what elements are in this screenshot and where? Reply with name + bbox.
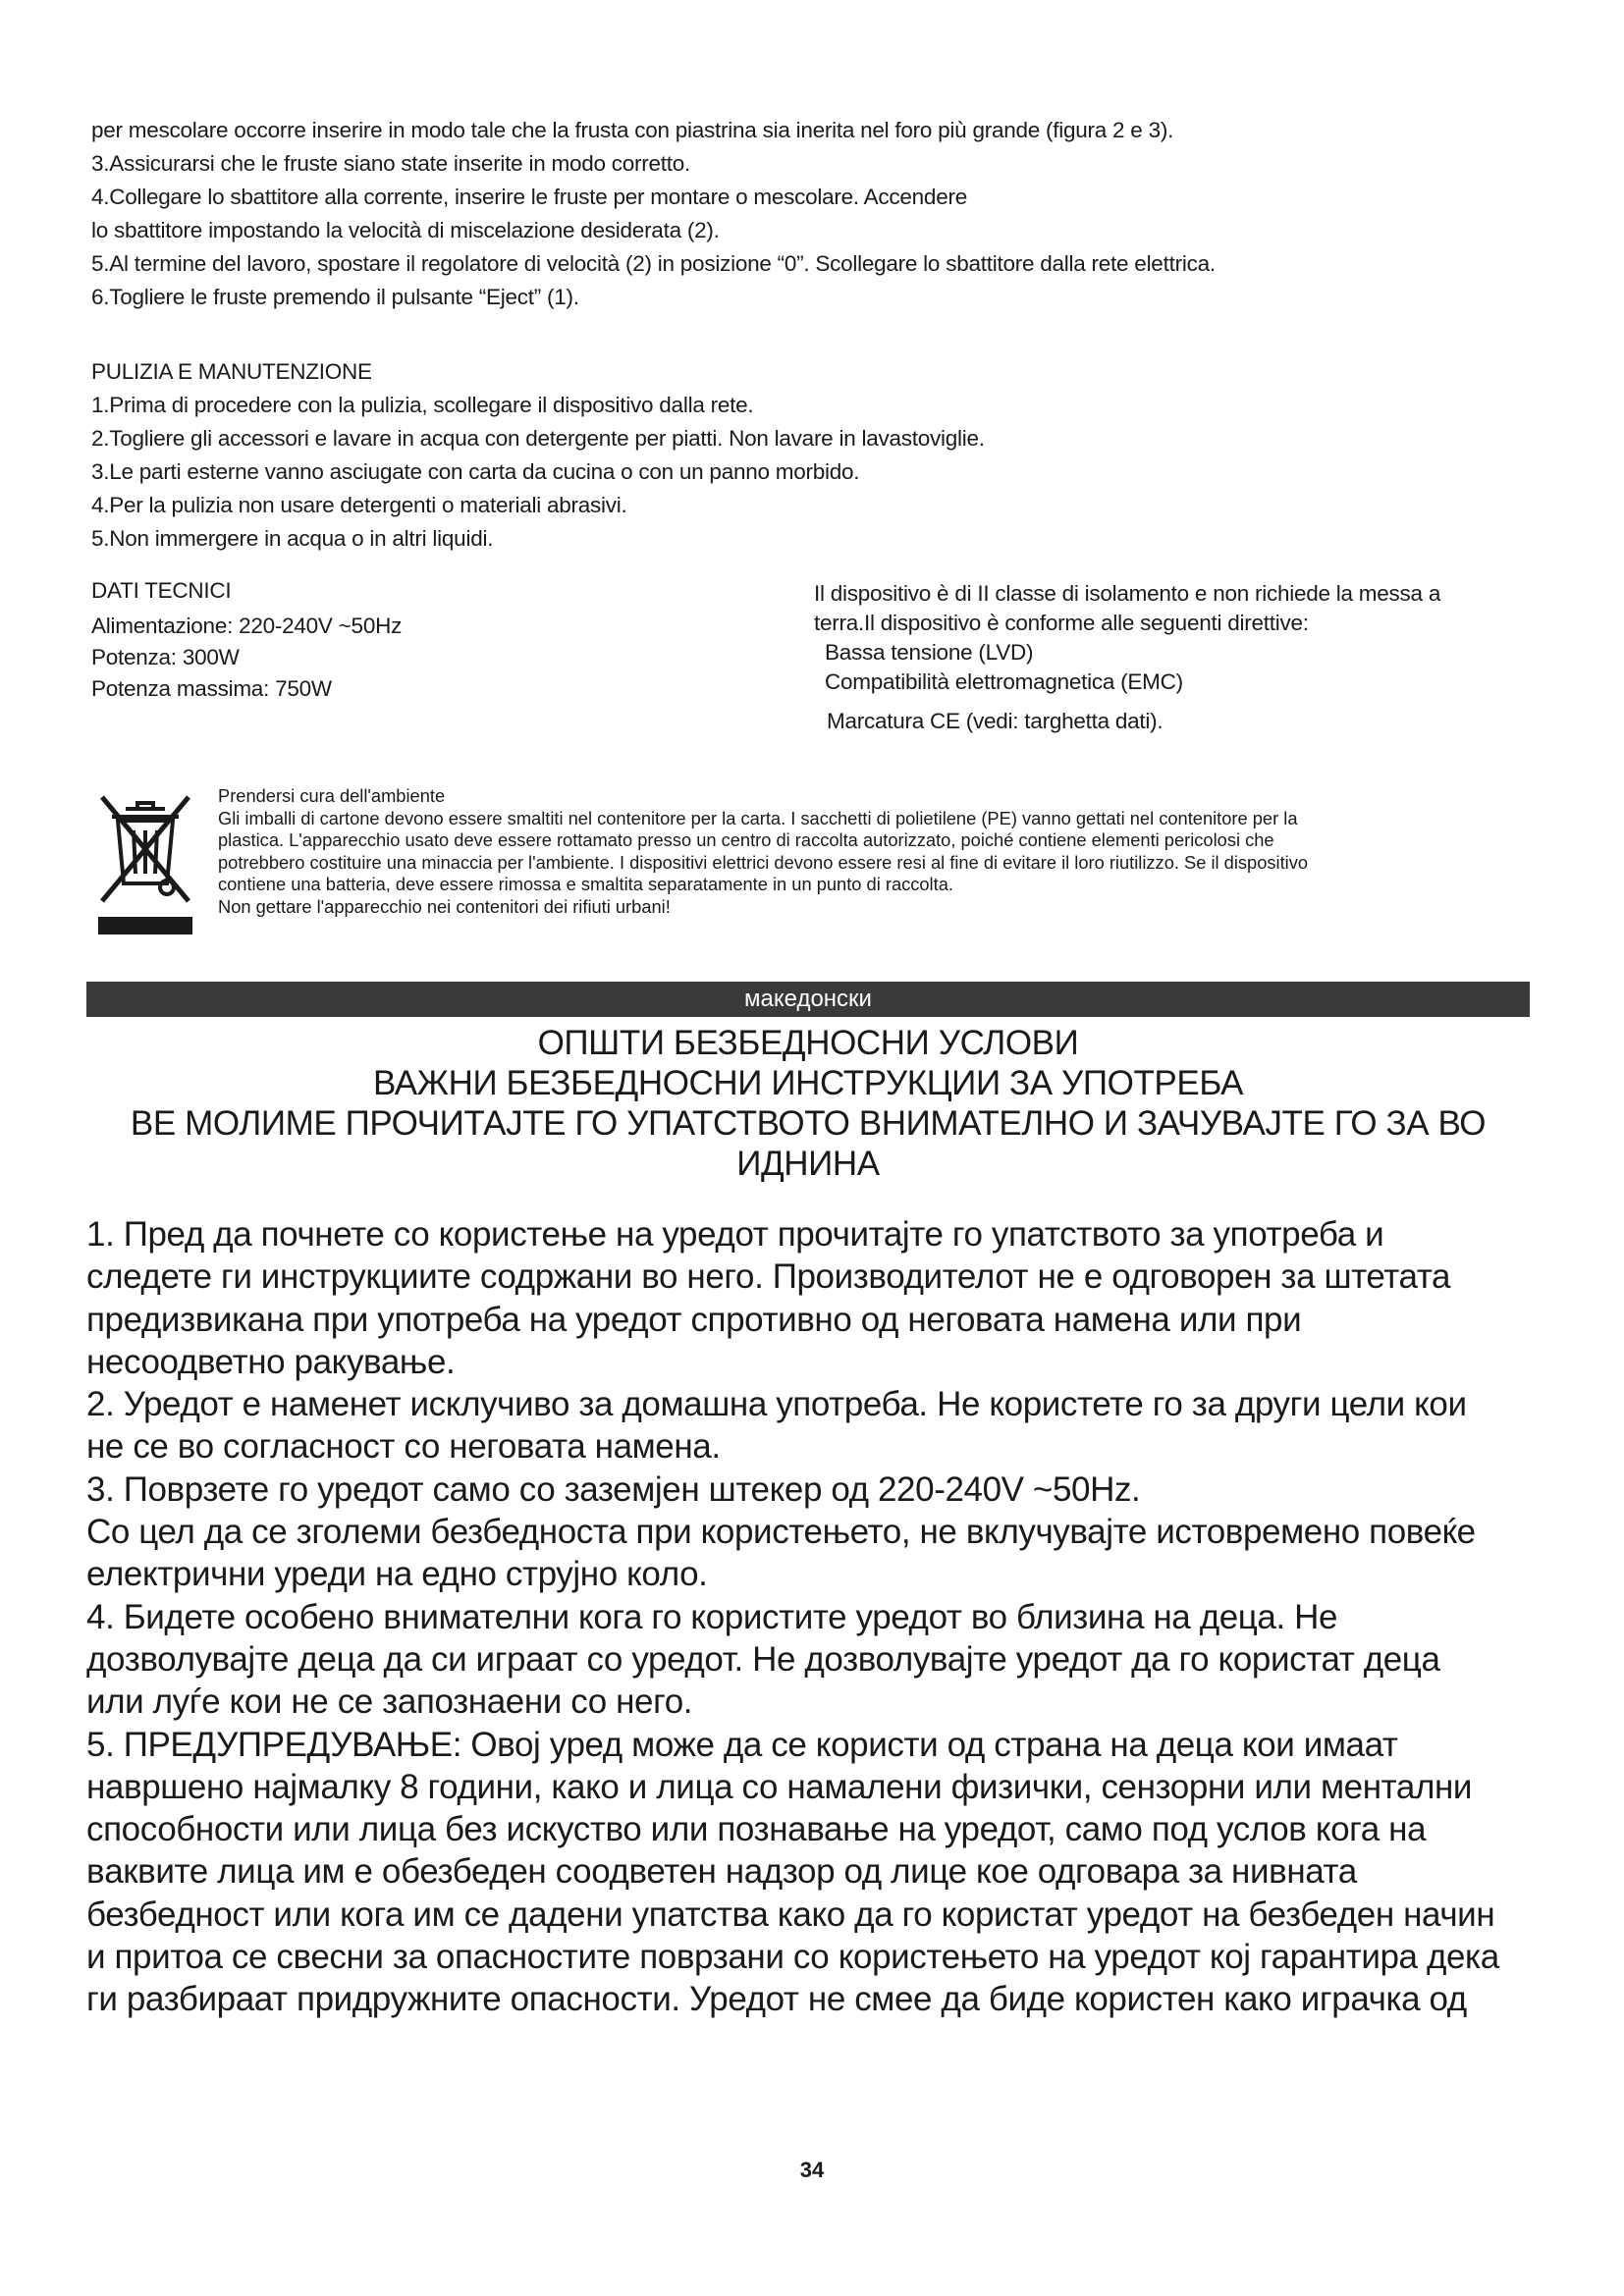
body-line: вaквите лица им е обезбеден соодветен надзор од лице кое одговара за нивната: [86, 1852, 1357, 1892]
body-line: дозволувајте деца да си играат со уредот. Не дозволувајте уредот да го користат деца: [86, 1639, 1440, 1679]
safety-titles: [86, 1023, 1530, 1184]
body-line: 1. Пред да почнете со користење на уредот прочитајте го упатството за употреба и: [86, 1215, 1384, 1254]
language-header-bar: македонски: [86, 982, 1530, 1017]
cleaning-item: 1.Prima di procedere con la pulizia, scollegare il dispositivo dalla rete.: [91, 393, 754, 417]
ce-marking: Marcatura CE (vedi: targhetta dati).: [827, 709, 1164, 733]
section-title: ИДНИНА: [736, 1145, 880, 1183]
safety-instructions-body: [86, 1213, 1549, 2021]
directives-block: [814, 579, 1440, 736]
body-line: способности или лица без искуство или познавање на уредот, само под услов кога на: [86, 1810, 1427, 1849]
italian-instructions: [91, 114, 1216, 314]
body-line: не се во согласност со неговата намена.: [86, 1427, 721, 1467]
instruction-line: 6.Togliere le fruste premendo il pulsante “Eject” (1).: [91, 285, 579, 309]
directives-intro: Il dispositivo è di II classe di isolamento e non richiede la messa a: [814, 581, 1441, 606]
environment-line: Gli imballi di cartone devono essere smaltiti nel contenitore per la carta. I sacchetti di polietilene (PE) vanno gettati nel contenitore per la: [218, 807, 1298, 828]
technical-data-title: DATI TECNICI: [91, 578, 232, 603]
instruction-line: 5.Al termine del lavoro, spostare il regolatore di velocità (2) in posizione “0”. Scollegare lo sbattitore dalla rete elettrica.: [91, 251, 1216, 276]
body-line: 5. ПРЕДУПРЕДУВАЊЕ: Овој уред може да се користи од страна на деца кои имаат: [86, 1725, 1398, 1764]
cleaning-item: 4.Per la pulizia non usare detergenti o materiali abrasivi.: [91, 493, 627, 517]
cleaning-item: 3.Le parti esterne vanno asciugate con carta da cucina o con un panno morbido.: [91, 459, 860, 484]
technical-data-line: Alimentazione: 220-240V ~50Hz: [91, 614, 403, 638]
weee-crossed-bin-icon: [98, 795, 192, 938]
body-line: Со цел да се зголеми безбедноста при користењето, не вклучувајте истовремено повеќе: [86, 1513, 1476, 1552]
technical-data-line: Potenza massima: 750W: [91, 676, 332, 701]
environment-line: plastica. L'apparecchio usato deve essere rottamato presso un centro di raccolta autorizzato, poiché contiene elementi pericolosi che: [218, 829, 1274, 850]
cleaning-title: PULIZIA E MANUTENZIONE: [91, 359, 372, 384]
body-line: и притоа се свесни за опасностите поврзани со користењето на уредот кој гарантира дека: [86, 1938, 1499, 1977]
technical-data-line: Potenza: 300W: [91, 645, 240, 669]
body-line: 2. Уредот е наменет исклучиво за домашна употреба. Не користете го за други цели кои: [86, 1385, 1467, 1424]
section-title: ВЕ МОЛИМЕ ПРОЧИТАЈТЕ ГО УПАТСТВОТО ВНИМАТЕЛНО И ЗАЧУВАЈТЕ ГО ЗА ВО: [130, 1104, 1487, 1143]
technical-data: [91, 575, 402, 705]
environment-line: Non gettare l'apparecchio nei contenitori dei rifiuti urbani!: [218, 895, 671, 917]
body-line: предизвикана при употреба на уредот спротивно од неговата намена или при: [86, 1300, 1302, 1339]
instruction-line: lo sbattitore impostando la velocità di miscelazione desiderata (2).: [91, 218, 720, 242]
directive-item: Bassa tensione (LVD): [825, 640, 1034, 665]
body-line: безбедност или кога им се дадени упатства како да го користат уредот на безбеден начин: [86, 1895, 1495, 1934]
environment-line: potrebbero costituire una minaccia per l'ambiente. I dispositivi elettrici devono essere resi al fine di evitare il loro riutilizzo. Se il dispositivo: [218, 851, 1309, 873]
environment-notice: [218, 785, 1308, 918]
body-line: електрични уреди на едно струјно коло.: [86, 1555, 708, 1594]
cleaning-item: 2.Togliere gli accessori e lavare in acqua con detergente per piatti. Non lavare in lavastoviglie.: [91, 426, 985, 451]
instruction-line: per mescolare occorre inserire in modo tale che la frusta con piastrina sia inerita nel foro più grande (figura 2 e 3).: [91, 118, 1174, 142]
cleaning-section: [91, 355, 985, 556]
instruction-line: 4.Collegare lo sbattitore alla corrente, inserire le fruste per montare o mescolare. Accendere: [91, 185, 967, 209]
instruction-line: 3.Assicurarsi che le fruste siano state inserite in modo corretto.: [91, 151, 691, 176]
directive-item: Compatibilità elettromagnetica (EMC): [825, 669, 1183, 694]
section-title: ОПШТИ БЕЗБЕДНОСНИ УСЛОВИ: [537, 1024, 1079, 1062]
directives-intro: terra.Il dispositivo è conforme alle seguenti direttive:: [814, 611, 1309, 635]
page-number: 34: [799, 2158, 825, 2182]
body-line: навршено најмалку 8 години, како и лица со намалени физички, сензорни или ментални: [86, 1767, 1473, 1806]
environment-line: Prendersi cura dell'ambiente: [218, 785, 446, 806]
body-line: 4. Бидете особено внимателни кога го користите уредот во близина на деца. Не: [86, 1597, 1338, 1636]
body-line: следете ги инструкциите содржани во него. Производителот не е одговорен за штетата: [86, 1257, 1451, 1297]
body-line: 3. Поврзете го уредот само со заземјен штекер од 220-240V ~50Hz.: [86, 1469, 1141, 1509]
body-line: несоодветно ракување.: [86, 1342, 456, 1381]
section-title: ВАЖНИ БЕЗБЕДНОСНИ ИНСТРУКЦИИ ЗА УПОТРЕБА: [372, 1064, 1244, 1102]
body-line: ги разбираат придружните опасности. Уредот не смее да биде користен како играчка од: [86, 1980, 1467, 2019]
cleaning-item: 5.Non immergere in acqua o in altri liquidi.: [91, 526, 494, 551]
body-line: или луѓе кои не се запознаени со него.: [86, 1682, 693, 1722]
environment-line: contiene una batteria, deve essere rimossa e smaltita separatamente in un punto di raccolta.: [218, 874, 953, 894]
